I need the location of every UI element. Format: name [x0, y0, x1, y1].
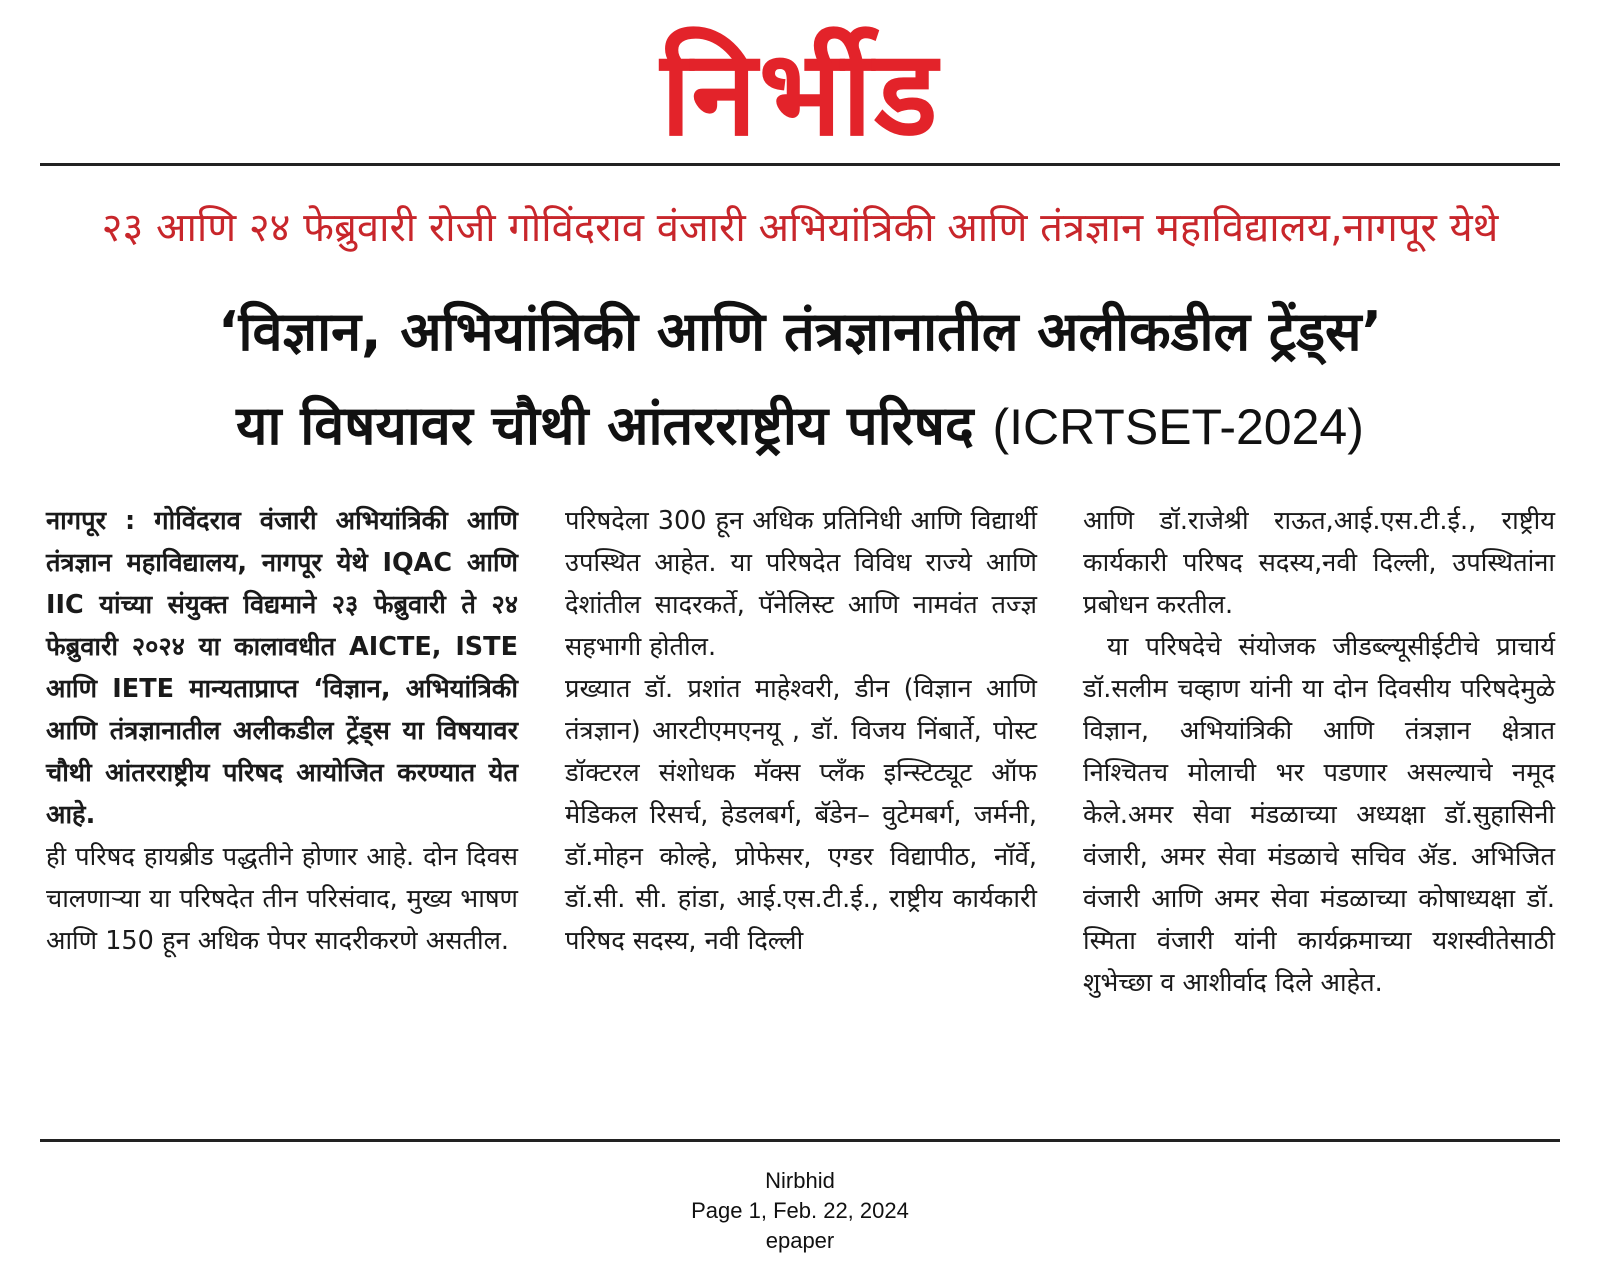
footer-publication: Nirbhid: [765, 1168, 835, 1193]
footer-page-date: Page 1, Feb. 22, 2024: [691, 1198, 909, 1223]
masthead-logo: निर्भीड: [660, 24, 940, 162]
article-paragraph: परिषदेला 300 हून अधिक प्रतिनिधी आणि विद्यार्थी उपस्थित आहेत. या परिषदेत विविध राज्ये आणि देशांतील सादरकर्ते, पॅनेलिस्ट आणि नामवंत तज्ज्ञ सहभागी होतील.: [565, 506, 1037, 662]
article-lead-paragraph: नागपूर : गोविंदराव वंजारी अभियांत्रिकी आणि तंत्रज्ञान महाविद्यालय, नागपूर येथे IQAC आणि IIC यांच्या संयुक्त विद्यमाने २३ फेब्रुवारी ते २४ फेब्रुवारी २०२४ या कालावधीत AICTE, ISTE आणि IETE मान्यताप्राप्त ‘विज्ञान, अभियांत्रिकी आणि तंत्रज्ञानातील अलीकडील ट्रेंड्स या विषयावर चौथी आंतरराष्ट्रीय परिषद आयोजित करण्यात येत आहे.: [46, 506, 518, 830]
main-headline-line-1: ‘विज्ञान, अभियांत्रिकी आणि तंत्रज्ञानातील अलीकडील ट्रेंड्स’: [217, 300, 1383, 363]
article-column-3: [1083, 500, 1555, 1004]
article-paragraph: प्रख्यात डॉ. प्रशांत माहेश्वरी, डीन (विज्ञान आणि तंत्रज्ञान) आरटीएमएनयू , डॉ. विजय निंबार्ते, पोस्ट डॉक्टरल संशोधक मॅक्स प्लँक इन्स्टिट्यूट ऑफ मेडिकल रिसर्च, हेडलबर्ग, बॅडेन– वुटेमबर्ग, जर्मनी, डॉ.मोहन कोल्हे, प्रोफेसर, एग्डर विद्यापीठ, नॉर्वे, डॉ.सी. सी. हांडा, आई.एस.टी.ई., राष्ट्रीय कार्यकारी परिषद सदस्य, नवी दिल्ली: [565, 674, 1037, 956]
kicker-headline: २३ आणि २४ फेब्रुवारी रोजी गोविंदराव वंजारी अभियांत्रिकी आणि तंत्रज्ञान महाविद्यालय,नागपूर येथे: [101, 205, 1499, 251]
article-paragraph: या परिषदेचे संयोजक जीडब्ल्यूसीईटीचे प्राचार्य डॉ.सलीम चव्हाण यांनी या दोन दिवसीय परिषदेमुळे विज्ञान, अभियांत्रिकी आणि तंत्रज्ञान क्षेत्रात निश्चितच मोलाची भर पडणार असल्याचे नमूद केले.अमर सेवा मंडळाच्या अध्यक्षा डॉ.सुहासिनी वंजारी, अमर सेवा मंडळाचे सचिव ॲड. अभिजित वंजारी आणि अमर सेवा मंडळाच्या कोषाध्यक्षा डॉ. स्मिता वंजारी यांनी कार्यक्रमाच्या यशस्वीतेसाठी शुभेच्छा व आशीर्वाद दिले आहेत.: [1083, 632, 1555, 998]
article-column-1: [46, 500, 518, 962]
main-headline-line-2: [40, 390, 1560, 463]
main-headline-devanagari: या विषयावर चौथी आंतरराष्ट्रीय परिषद: [236, 394, 974, 457]
article-column-2: [565, 500, 1037, 962]
bottom-divider: [40, 1139, 1560, 1142]
footer-edition: epaper: [765, 1228, 835, 1253]
top-divider: [40, 163, 1560, 166]
main-headline-acronym: (ICRTSET-2024): [992, 399, 1364, 455]
article-paragraph: ही परिषद हायब्रीड पद्धतीने होणार आहे. दोन दिवस चालणाऱ्या या परिषदेत तीन परिसंवाद, मुख्य भाषण आणि 150 हून अधिक पेपर सादरीकरणे असतील.: [46, 842, 518, 956]
article-paragraph: आणि डॉ.राजेश्री राऊत,आई.एस.टी.ई., राष्ट्रीय कार्यकारी परिषद सदस्य,नवी दिल्ली, उपस्थितांना प्रबोधन करतील.: [1083, 506, 1555, 620]
